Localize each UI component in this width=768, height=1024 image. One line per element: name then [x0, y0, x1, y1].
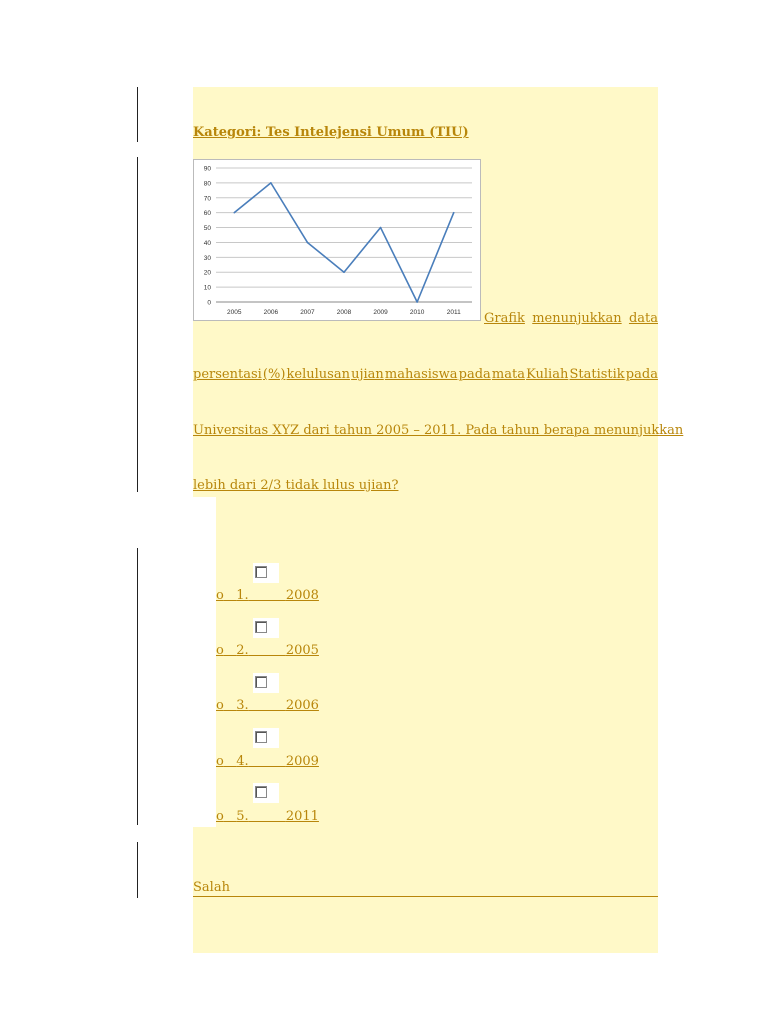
- line-chart-svg: [194, 160, 480, 320]
- question-word: pada: [625, 367, 658, 382]
- question-word: data: [628, 311, 658, 326]
- y-tick-label: 70: [203, 195, 211, 203]
- checkbox-icon: [255, 786, 267, 798]
- question-line-3: Universitas XYZ dari tahun 2005 – 2011. Pada tahun berapa menunjukkan: [193, 423, 684, 438]
- checkbox-icon: [255, 566, 267, 578]
- option-value: 2011: [285, 809, 319, 824]
- option-value: 2006: [285, 698, 319, 713]
- x-tick-label: 2005: [227, 309, 242, 316]
- question-word: kelulusan: [286, 367, 350, 382]
- option-checkbox-2[interactable]: [253, 618, 279, 638]
- question-line-1: [484, 311, 658, 326]
- x-tick-label: 2009: [373, 309, 388, 316]
- margin-line: [137, 157, 138, 492]
- option-bullet: o: [216, 588, 224, 603]
- y-tick-label: 20: [203, 269, 211, 277]
- data-point: [453, 212, 455, 214]
- question-word: Grafik: [484, 311, 525, 326]
- checkbox-icon: [255, 676, 267, 688]
- y-tick-label: 10: [203, 284, 211, 292]
- option-checkbox-4[interactable]: [253, 728, 279, 748]
- y-tick-label: 90: [203, 165, 211, 173]
- checkbox-icon: [255, 621, 267, 633]
- margin-line: [137, 87, 138, 142]
- y-tick-label: 80: [203, 180, 211, 188]
- option-2[interactable]: [216, 643, 319, 658]
- question-word: mahasiswa: [384, 367, 458, 382]
- question-line-4: lebih dari 2/3 tidak lulus ujian?: [193, 478, 399, 493]
- option-checkbox-1[interactable]: [253, 563, 279, 583]
- option-number: 2.: [236, 643, 249, 658]
- question-line-2: [193, 367, 658, 382]
- data-point: [307, 242, 309, 244]
- question-word: Kuliah: [526, 367, 569, 382]
- question-word: pada: [458, 367, 491, 382]
- category-title: Kategori: Tes Intelejensi Umum (TIU): [193, 125, 469, 140]
- option-bullet: o: [216, 754, 224, 769]
- y-tick-label: 30: [203, 254, 211, 262]
- checkbox-icon: [255, 731, 267, 743]
- option-3[interactable]: [216, 698, 319, 713]
- option-bullet: o: [216, 698, 224, 713]
- x-tick-label: 2007: [300, 309, 315, 316]
- option-value: 2009: [285, 754, 319, 769]
- option-bullet: o: [216, 643, 224, 658]
- option-1[interactable]: [216, 588, 319, 603]
- highlight-block: [216, 497, 658, 827]
- data-point: [380, 227, 382, 229]
- question-word: (%): [262, 367, 286, 382]
- x-tick-label: 2006: [263, 309, 279, 316]
- option-4[interactable]: [216, 754, 319, 769]
- y-tick-label: 40: [203, 239, 211, 247]
- margin-line: [137, 842, 138, 898]
- result-text: Salah: [193, 880, 658, 897]
- option-value: 2005: [285, 643, 319, 658]
- option-number: 5.: [236, 809, 249, 824]
- option-number: 1.: [236, 588, 249, 603]
- option-checkbox-3[interactable]: [253, 673, 279, 693]
- data-point: [270, 182, 272, 184]
- data-point: [343, 271, 345, 273]
- question-word: mata: [491, 367, 525, 382]
- x-tick-label: 2010: [409, 309, 425, 316]
- question-word: persentasi: [193, 367, 262, 382]
- y-tick-label: 0: [207, 299, 211, 307]
- data-point: [416, 301, 418, 303]
- margin-line: [137, 548, 138, 825]
- x-tick-label: 2008: [336, 309, 352, 316]
- data-point: [233, 212, 235, 214]
- question-word: ujian: [351, 367, 384, 382]
- y-tick-label: 60: [203, 210, 211, 218]
- option-number: 3.: [236, 698, 249, 713]
- option-bullet: o: [216, 809, 224, 824]
- option-value: 2008: [285, 588, 319, 603]
- x-tick-label: 2011: [446, 309, 461, 316]
- option-checkbox-5[interactable]: [253, 783, 279, 803]
- y-tick-label: 50: [203, 225, 211, 233]
- line-chart: [193, 159, 481, 321]
- option-5[interactable]: [216, 809, 319, 824]
- question-word: Statistik: [569, 367, 625, 382]
- question-word: menunjukkan: [532, 311, 622, 326]
- option-number: 4.: [236, 754, 249, 769]
